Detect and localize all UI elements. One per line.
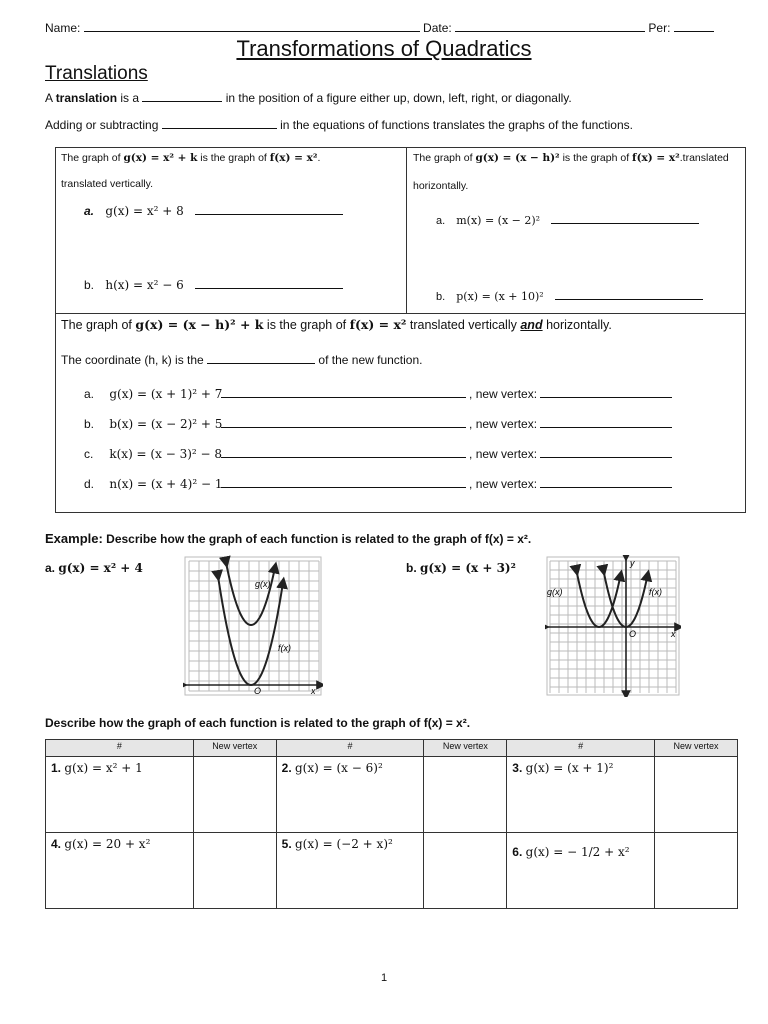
- answer-blank[interactable]: [221, 446, 466, 458]
- problem-number: 6.: [512, 845, 523, 859]
- table-row: [46, 757, 738, 833]
- page-number: 1: [380, 972, 388, 984]
- intro-line-1: [45, 90, 572, 105]
- problem-cell[interactable]: [507, 833, 655, 909]
- intro-line-2: [45, 117, 633, 132]
- text: is the graph of: [200, 152, 267, 164]
- text: .: [317, 152, 321, 164]
- item-function: n(x) = (x + 4)² − 1: [109, 477, 223, 491]
- vertex-cell[interactable]: [193, 833, 276, 909]
- example-b: [406, 561, 516, 575]
- item-function: h(x) = x² − 6: [105, 278, 184, 292]
- problem-number: 5.: [281, 837, 292, 851]
- answer-blank[interactable]: [195, 277, 343, 289]
- item-label: b.: [406, 561, 417, 575]
- intro-text: in the position of a figure either up, down, left, right, or diagonally.: [225, 91, 572, 105]
- g-label: g(x): [547, 587, 563, 597]
- text: horizontally.: [546, 318, 612, 332]
- date-field[interactable]: [455, 20, 645, 32]
- function-g: g(x) = x² + k: [123, 152, 198, 164]
- vertex-cell[interactable]: [655, 757, 738, 833]
- section-title: Translations: [45, 63, 148, 84]
- item-function: g(x) = (x + 3)²: [420, 561, 516, 575]
- item-function: b(x) = (x − 2)² + 5: [109, 417, 223, 431]
- name-label: Name:: [45, 21, 81, 35]
- item-function: g(x) = (x + 1)² + 7: [109, 387, 223, 401]
- horizontal-item-b: [436, 288, 703, 303]
- x-axis-label: x: [311, 686, 316, 696]
- horizontal-item-a: [436, 212, 699, 227]
- per-field[interactable]: [674, 20, 714, 32]
- example-a: [45, 561, 143, 575]
- f-label: f(x): [278, 643, 291, 653]
- example-lead: Example:: [45, 531, 103, 546]
- problem-cell[interactable]: [46, 833, 194, 909]
- text: The graph of: [61, 152, 121, 164]
- intro-text: Adding or subtracting: [45, 118, 159, 132]
- item-label: a.: [84, 204, 95, 218]
- column-header: #: [507, 740, 655, 757]
- text: The graph of: [61, 318, 132, 332]
- text: The graph of: [413, 152, 473, 164]
- combined-item: [84, 386, 724, 416]
- item-label: d.: [84, 477, 95, 491]
- problem-number: 1.: [51, 761, 62, 775]
- text: of the new function.: [318, 353, 423, 367]
- item-function: m(x) = (x − 2)²: [456, 214, 541, 227]
- item-label: b.: [84, 417, 95, 431]
- text: is the graph of: [562, 152, 630, 164]
- y-axis-label: y: [630, 558, 635, 568]
- vertical-translation-text-2: translated vertically.: [61, 178, 154, 190]
- answer-blank[interactable]: [221, 416, 466, 428]
- per-label: Per:: [648, 21, 671, 35]
- answer-blank[interactable]: [551, 212, 699, 224]
- combined-item: [84, 416, 724, 446]
- table-row: [46, 833, 738, 909]
- graph-a: [183, 555, 323, 699]
- vertex-blank[interactable]: [540, 476, 672, 488]
- coordinate-line: [61, 352, 423, 367]
- function-g: g(x) = (x − h)²: [475, 152, 560, 164]
- origin-label: O: [629, 629, 637, 639]
- answer-blank[interactable]: [221, 386, 466, 398]
- text: The coordinate (h, k) is the: [61, 353, 204, 367]
- combined-item: [84, 476, 724, 506]
- vertex-cell[interactable]: [655, 833, 738, 909]
- function-f: f(x) = x²: [269, 152, 318, 164]
- problem-number: 4.: [51, 837, 62, 851]
- answer-blank[interactable]: [195, 203, 343, 215]
- intro-text: A: [45, 91, 53, 105]
- problem-number: 3.: [512, 761, 523, 775]
- item-function: g(x) = x² + 8: [105, 204, 184, 218]
- problem-cell[interactable]: [46, 757, 194, 833]
- vertex-cell[interactable]: [424, 757, 507, 833]
- intro-text: in the equations of functions translates the graphs of the functions.: [280, 118, 633, 132]
- and-emphasis: and: [520, 318, 543, 332]
- column-header: #: [276, 740, 424, 757]
- vertex-blank[interactable]: [540, 446, 672, 458]
- text: is the graph of: [266, 318, 347, 332]
- new-vertex-label: , new vertex:: [469, 417, 538, 431]
- item-function: k(x) = (x − 3)² − 8: [109, 447, 223, 461]
- problem-function: g(x) = − 1/2 + x²: [525, 845, 630, 859]
- item-label: a.: [84, 387, 95, 401]
- vertical-item-a: [84, 203, 343, 218]
- notes-divider-horizontal: [55, 313, 745, 314]
- vertical-item-b: [84, 277, 343, 292]
- item-label: a.: [436, 215, 446, 227]
- table-header-row: [46, 740, 738, 757]
- problem-function: g(x) = (x + 1)²: [525, 761, 614, 775]
- problem-function: g(x) = (−2 + x)²: [295, 837, 393, 851]
- item-function: p(x) = (x + 10)²: [456, 290, 544, 303]
- text: .translated: [679, 152, 729, 164]
- new-vertex-label: , new vertex:: [469, 447, 538, 461]
- page-title: Transformations of Quadratics: [236, 36, 532, 61]
- column-header: #: [46, 740, 194, 757]
- new-vertex-label: , new vertex:: [469, 477, 538, 491]
- column-header: New vertex: [193, 740, 276, 757]
- new-vertex-label: , new vertex:: [469, 387, 538, 401]
- example-text: Describe how the graph of each function is related to the graph of f(x) = x².: [106, 532, 532, 546]
- problem-cell[interactable]: [507, 757, 655, 833]
- f-label: f(x): [649, 587, 662, 597]
- column-header: New vertex: [655, 740, 738, 757]
- answer-blank[interactable]: [555, 288, 703, 300]
- vertex-cell[interactable]: [424, 833, 507, 909]
- horizontal-translation-text: [413, 152, 741, 164]
- problem-cell[interactable]: [276, 757, 424, 833]
- answer-blank[interactable]: [207, 352, 315, 364]
- combined-items: [84, 386, 724, 506]
- function-f: f(x) = x²: [349, 317, 407, 332]
- notes-divider-vertical: [406, 147, 407, 313]
- header-row: [45, 20, 725, 35]
- x-axis-label: x: [671, 629, 676, 639]
- vertical-translation-text: [61, 152, 401, 164]
- graph-b: [545, 555, 681, 697]
- vertex-cell[interactable]: [193, 757, 276, 833]
- origin-label: O: [254, 686, 262, 696]
- problem-number: 2.: [281, 761, 292, 775]
- horizontal-translation-text-2: horizontally.: [413, 180, 469, 192]
- intro-text: is a: [120, 91, 140, 105]
- item-label: b.: [436, 291, 446, 303]
- example-heading: [45, 531, 531, 546]
- g-label: g(x): [255, 579, 271, 589]
- name-field[interactable]: [84, 20, 420, 32]
- text: translated vertically: [409, 318, 517, 332]
- problem-cell[interactable]: [276, 833, 424, 909]
- combined-item: [84, 446, 724, 476]
- item-label: c.: [84, 447, 94, 461]
- answer-blank[interactable]: [221, 476, 466, 488]
- item-label: a.: [45, 561, 56, 575]
- date-label: Date:: [423, 21, 452, 35]
- item-function: g(x) = x² + 4: [58, 561, 143, 575]
- problem-function: g(x) = (x − 6)²: [295, 761, 383, 775]
- translation-term: translation: [55, 91, 118, 105]
- practice-heading: Describe how the graph of each function is related to the graph of f(x) = x².: [45, 716, 471, 730]
- column-header: New vertex: [424, 740, 507, 757]
- item-label: b.: [84, 278, 95, 292]
- problem-function: g(x) = 20 + x²: [64, 837, 151, 851]
- vertex-blank[interactable]: [540, 386, 672, 398]
- function-f: f(x) = x²: [632, 152, 680, 164]
- blank-field[interactable]: [142, 90, 222, 102]
- combined-translation-text: [61, 317, 741, 332]
- practice-table: [45, 739, 738, 909]
- function-g: g(x) = (x − h)² + k: [135, 317, 264, 332]
- vertex-blank[interactable]: [540, 416, 672, 428]
- problem-function: g(x) = x² + 1: [64, 761, 143, 775]
- blank-field[interactable]: [162, 117, 277, 129]
